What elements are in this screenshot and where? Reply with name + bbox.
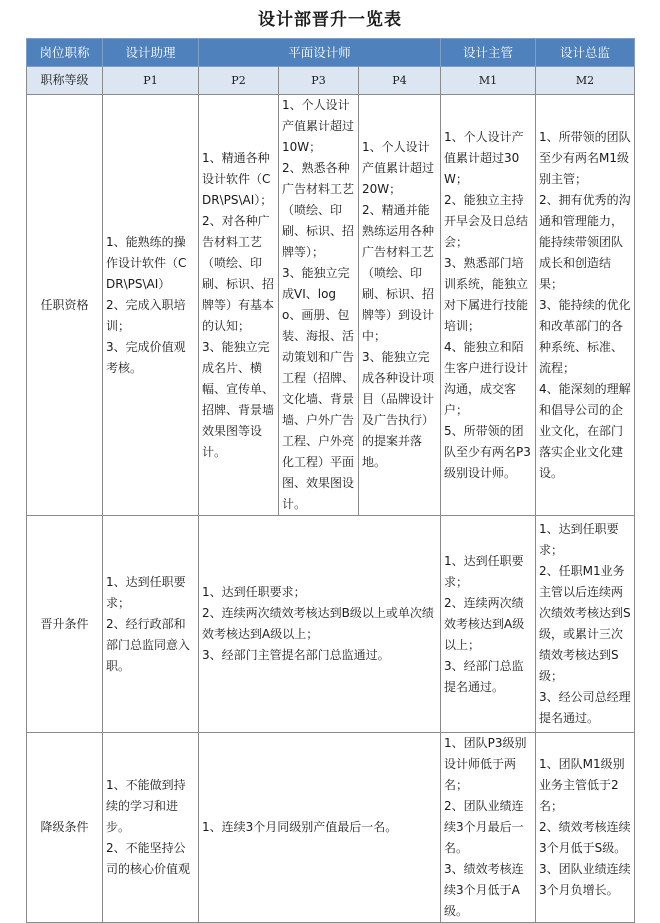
header-row (27, 39, 635, 67)
page-title: 设计部晋升一览表 (258, 10, 402, 30)
qualification-m1: 1、个人设计产值累计超过30W； 2、能独立主持开早会及日总结会； 3、熟悉部门培训系统，能独立对下属进行技能培训； 4、能独立和陌生客户进行设计沟通，成交客户； 5、所带领的团队至少有两名P3级别设计师。 (441, 95, 536, 516)
header-design-director: 设计总监 (536, 39, 635, 67)
level-p4: P4 (359, 67, 441, 95)
demotion-p2-p4: 1、连续3个月同级别产值最后一名。 (199, 733, 441, 923)
qualification-p2: 1、精通各种设计软件（CDR\PS\AI）； 2、对各种广告材料工艺（喷绘、印刷、标识、招牌等）有基本的认知； 3、能独立完成名片、横幅、宣传单、招牌、背景墙效果图等设计。 (199, 95, 279, 516)
demotion-m2: 1、团队M1级别业务主管低于2名； 2、绩效考核连续3个月低于S级。 3、团队业绩连续3个月负增长。 (536, 733, 635, 923)
promotion-p2-p4: 1、达到任职要求； 2、连续两次绩效考核达到B级以上或单次绩效考核达到A级以上； 3、经部门主管提名部门总监通过。 (199, 516, 441, 733)
header-position-title: 岗位职称 (27, 39, 103, 67)
level-p1: P1 (103, 67, 199, 95)
level-m1: M1 (441, 67, 536, 95)
level-p2: P2 (199, 67, 279, 95)
demotion-row (27, 733, 635, 923)
demotion-row-label: 降级条件 (27, 733, 103, 923)
level-m2: M2 (536, 67, 635, 95)
level-row (27, 67, 635, 95)
header-graphic-designer: 平面设计师 (199, 39, 441, 67)
promotion-m1: 1、达到任职要求； 2、连续两次绩效考核达到A级以上； 3、经部门总监提名通过。 (441, 516, 536, 733)
promotion-m2: 1、达到任职要求； 2、任职M1业务主管以后连续两次绩效考核达到S级，或累计三次绩效考核达到S级； 3、经公司总经理提名通过。 (536, 516, 635, 733)
header-design-supervisor: 设计主管 (441, 39, 536, 67)
qualification-row-label: 任职资格 (27, 95, 103, 516)
qualification-p3: 1、个人设计产值累计超过10W； 2、熟悉各种广告材料工艺（喷绘、印刷、标识、招牌等）； 3、能独立完成VI、logo、画册、包装、海报、活动策划和广告工程（招牌、文化墙、背景墙、户外广告工程、户外亮化工程）平面图、效果图设计。 (279, 95, 359, 516)
promotion-table (26, 38, 635, 923)
promotion-row (27, 516, 635, 733)
header-design-assistant: 设计助理 (103, 39, 199, 67)
demotion-m1: 1、团队P3级别设计师低于两名； 2、团队业绩连续3个月最后一名。 3、绩效考核连续3个月低于A级。 (441, 733, 536, 923)
promotion-row-label: 晋升条件 (27, 516, 103, 733)
qualification-row (27, 95, 635, 516)
level-row-label: 职称等级 (27, 67, 103, 95)
qualification-p4: 1、个人设计产值累计超过20W； 2、精通并能熟练运用各种广告材料工艺（喷绘、印刷、标识、招牌等）到设计中； 3、能独立完成各种设计项目（品牌设计及广告执行）的提案并落地。 (359, 95, 441, 516)
qualification-p1: 1、能熟练的操作设计软件（CDR\PS\AI） 2、完成入职培训； 3、完成价值观考核。 (103, 95, 199, 516)
qualification-m2: 1、所带领的团队至少有两名M1级别主管； 2、拥有优秀的沟通和管理能力，能持续带领团队成长和创造结果； 3、能持续的优化和改革部门的各种系统、标准、流程； 4、能深刻的理解和倡导公司的企业文化，在部门落实企业文化建设。 (536, 95, 635, 516)
level-p3: P3 (279, 67, 359, 95)
demotion-p1: 1、不能做到持续的学习和进步。 2、不能坚持公司的核心价值观 (103, 733, 199, 923)
promotion-p1: 1、达到任职要求； 2、经行政部和部门总监同意入职。 (103, 516, 199, 733)
